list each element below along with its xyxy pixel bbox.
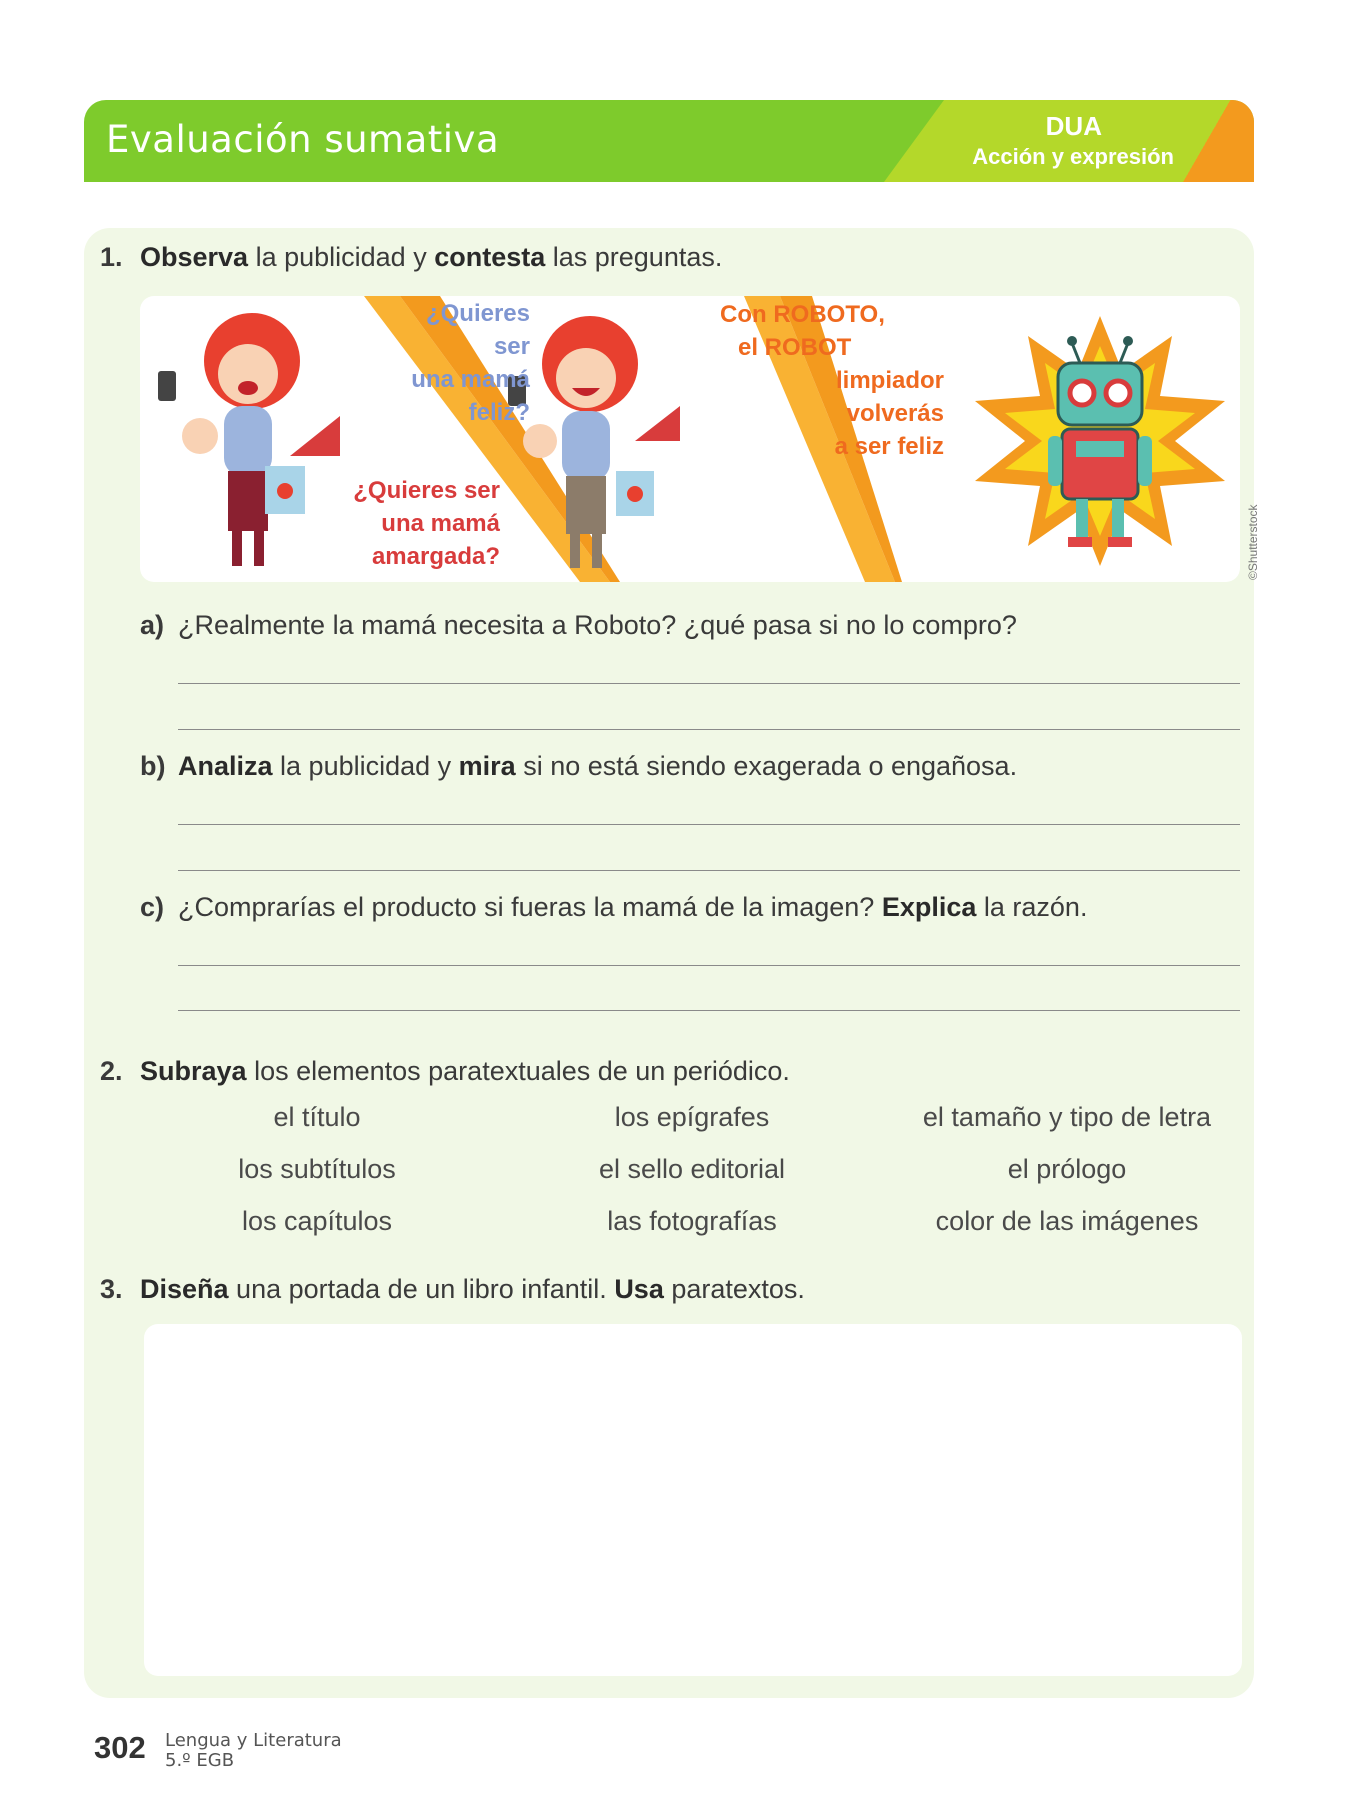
question-text: la publicidad y [248,242,435,272]
subquestion-text: la publicidad y [272,751,459,781]
answer-line[interactable] [178,1010,1240,1011]
instruction-verb: Usa [614,1274,664,1304]
instruction-verb: mira [458,751,516,781]
slogan-text: Con ROBOTO, el ROBOT limpiador volverás a ser feliz [720,301,944,460]
instruction-verb: Explica [881,892,977,922]
answer-line[interactable] [178,965,1240,966]
subquestion-text: ¿Comprarías el producto si fueras la mamá de la imagen? [178,892,882,922]
section-header [84,100,1254,182]
dua-title: DUA [1045,111,1102,141]
question-number: 1. [100,242,123,272]
subquestion-a [140,610,1017,641]
dua-band [884,100,1254,182]
footer-subject [165,1731,342,1771]
option-item[interactable]: los subtítulos [238,1154,396,1184]
grade-label: 5.º EGB [165,1750,235,1771]
option-item[interactable]: el título [273,1102,361,1132]
answer-line[interactable] [178,729,1240,730]
red-speech-text: ¿Quieres ser una mamá amargada? [353,477,500,570]
instruction-verb: Analiza [178,751,273,781]
instruction-verb: contesta [434,242,546,272]
question-text: paratextos. [663,1274,805,1304]
question-number: 2. [100,1056,123,1086]
option-item[interactable]: los epígrafes [614,1102,770,1132]
happy-mom-figure [508,316,680,568]
answer-line[interactable] [178,870,1240,871]
subquestion-letter: a) [140,610,165,640]
question-text: una portada de un libro infantil. [228,1274,615,1304]
ad-illustration [140,296,1240,582]
question-3 [100,1274,805,1305]
subquestion-text: ¿Realmente la mamá necesita a Roboto? ¿qué pasa si no lo compro? [178,610,1017,640]
option-item[interactable]: las fotografías [607,1206,777,1236]
angry-mom-figure [158,313,340,566]
question-text: las preguntas. [545,242,723,272]
advertisement-image [140,296,1240,582]
option-item[interactable]: el sello editorial [598,1154,786,1184]
question-2 [100,1056,790,1087]
subquestion-text: si no está siendo exagerada o engañosa. [515,751,1018,781]
instruction-verb: Diseña [140,1274,229,1304]
subquestion-text: la razón. [976,892,1088,922]
question-number: 3. [100,1274,123,1304]
option-item[interactable]: los capítulos [241,1206,393,1236]
section-title: Evaluación sumativa [106,118,500,161]
answer-line[interactable] [178,824,1240,825]
subject-name: Lengua y Literatura [165,1730,342,1751]
option-item[interactable]: color de las imágenes [935,1206,1199,1236]
image-credit: ©Shutterstock [1246,504,1260,580]
blue-speech-text: ¿Quieres ser una mamá feliz? [411,300,530,426]
subquestion-letter: c) [140,892,165,922]
subquestion-letter: b) [140,751,166,781]
question-text: los elementos paratextuales de un periódico. [246,1056,790,1086]
option-item[interactable]: el prólogo [1007,1154,1127,1184]
instruction-verb: Observa [140,242,249,272]
drawing-area[interactable] [144,1324,1242,1676]
option-item[interactable]: el tamaño y tipo de letra [922,1102,1212,1132]
instruction-verb: Subraya [140,1056,247,1086]
dua-subtitle: Acción y expresión [972,144,1174,169]
answer-line[interactable] [178,683,1240,684]
page-number: 302 [94,1730,146,1765]
subquestion-c [140,892,1087,923]
subquestion-b [140,751,1017,782]
question-1 [100,242,722,273]
